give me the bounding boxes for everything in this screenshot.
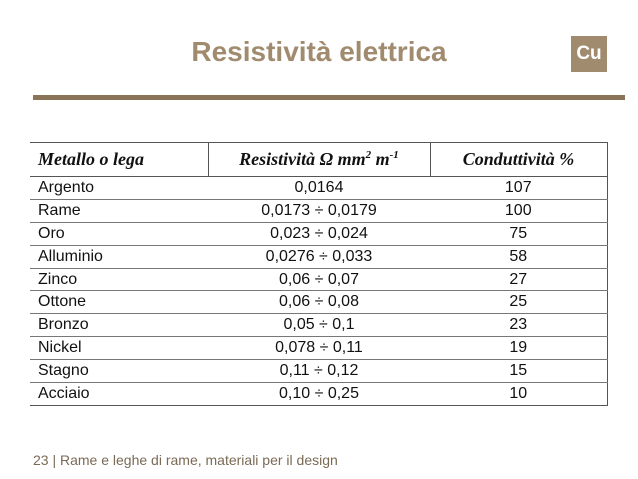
footer-text: Rame e leghe di rame, materiali per il design bbox=[60, 452, 338, 468]
resistivity-cell: 0,10 ÷ 0,25 bbox=[208, 383, 430, 406]
conductivity-cell: 27 bbox=[430, 268, 607, 291]
header-metal: Metallo o lega bbox=[30, 143, 208, 177]
table-row bbox=[30, 199, 607, 222]
metal-cell: Zinco bbox=[30, 268, 208, 291]
unit-mm-exponent: 2 bbox=[365, 149, 372, 161]
table-row bbox=[30, 337, 607, 360]
resistivity-cell: 0,0276 ÷ 0,033 bbox=[208, 245, 430, 268]
resistivity-cell: 0,0173 ÷ 0,0179 bbox=[208, 199, 430, 222]
resistivity-table bbox=[30, 142, 608, 406]
table-row bbox=[30, 268, 607, 291]
slide-title: Resistività elettrica bbox=[191, 36, 447, 67]
header-resistivity-label: Resistività bbox=[239, 149, 316, 169]
resistivity-cell: 0,05 ÷ 0,1 bbox=[208, 314, 430, 337]
metal-cell: Nickel bbox=[30, 337, 208, 360]
conductivity-cell: 10 bbox=[430, 383, 607, 406]
resistivity-cell: 0,06 ÷ 0,07 bbox=[208, 268, 430, 291]
header-conductivity: Conduttività % bbox=[430, 143, 607, 177]
conductivity-cell: 58 bbox=[430, 245, 607, 268]
header-row bbox=[30, 143, 607, 177]
conductivity-cell: 107 bbox=[430, 177, 607, 200]
conductivity-cell: 19 bbox=[430, 337, 607, 360]
header-resistivity bbox=[208, 143, 430, 177]
table-row bbox=[30, 245, 607, 268]
metal-cell: Bronzo bbox=[30, 314, 208, 337]
metal-cell: Stagno bbox=[30, 360, 208, 383]
metal-cell: Oro bbox=[30, 222, 208, 245]
table-header bbox=[30, 143, 607, 177]
omega-symbol: Ω bbox=[319, 149, 334, 169]
metal-cell: Ottone bbox=[30, 291, 208, 314]
conductivity-cell: 75 bbox=[430, 222, 607, 245]
metal-cell: Rame bbox=[30, 199, 208, 222]
metal-cell: Argento bbox=[30, 177, 208, 200]
table-row bbox=[30, 291, 607, 314]
unit-m-exponent: -1 bbox=[389, 149, 399, 161]
conductivity-cell: 25 bbox=[430, 291, 607, 314]
table-row bbox=[30, 360, 607, 383]
resistivity-cell: 0,078 ÷ 0,11 bbox=[208, 337, 430, 360]
unit-m: m bbox=[375, 149, 390, 169]
table-body bbox=[30, 177, 607, 406]
table-row bbox=[30, 177, 607, 200]
conductivity-cell: 23 bbox=[430, 314, 607, 337]
title-divider bbox=[33, 95, 625, 100]
resistivity-cell: 0,06 ÷ 0,08 bbox=[208, 291, 430, 314]
metal-cell: Alluminio bbox=[30, 245, 208, 268]
conductivity-cell: 15 bbox=[430, 360, 607, 383]
resistivity-cell: 0,023 ÷ 0,024 bbox=[208, 222, 430, 245]
copper-logo: Cu bbox=[571, 36, 607, 72]
conductivity-cell: 100 bbox=[430, 199, 607, 222]
resistivity-cell: 0,0164 bbox=[208, 177, 430, 200]
slide-footer bbox=[33, 452, 338, 468]
table-row bbox=[30, 222, 607, 245]
metal-cell: Acciaio bbox=[30, 383, 208, 406]
table-row bbox=[30, 383, 607, 406]
page-number: 23 bbox=[33, 452, 49, 468]
unit-mm: mm bbox=[337, 149, 366, 169]
footer-separator: | bbox=[52, 452, 57, 468]
table-row bbox=[30, 314, 607, 337]
resistivity-cell: 0,11 ÷ 0,12 bbox=[208, 360, 430, 383]
